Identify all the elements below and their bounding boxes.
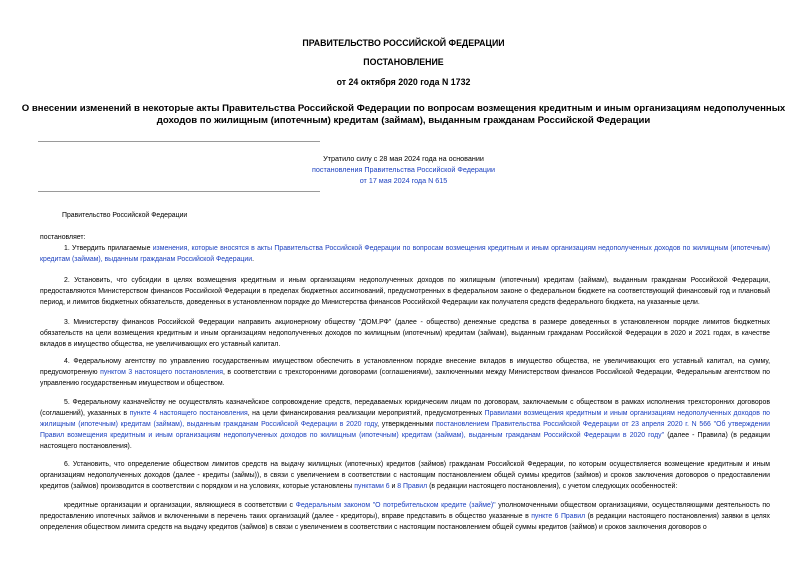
link-amendments[interactable]: изменения, которые вносятся в акты Правительства Российской Федерации по вопросам возмещения кредитным и иным организациям недополученных доходов по жилищным (ипотечным) кредитам (займам), выданным гражданам Российской Федерации <box>40 245 771 263</box>
link-points-6[interactable]: пунктами 6 <box>354 483 390 490</box>
status-note-link-date[interactable]: от 17 мая 2024 года N 615 <box>359 176 448 185</box>
document-date-number: от 24 октября 2020 года N 1732 <box>336 77 471 87</box>
link-rules[interactable]: Правилами возмещения кредитным и иным организациям недополученных доходов по жилищным (ипотечным) кредитам (займам), выданным гражданам Российской Федерации в 2020 году <box>40 410 771 428</box>
link-consumer-credit-law[interactable]: Федеральным законом "О потребительском кредите (займе)" <box>295 502 496 509</box>
issuer-line: Правительство Российской Федерации <box>62 212 188 219</box>
paragraph-5: 5. Федеральному казначейству не осуществлять казначейское сопровождение средств, передаваемых юридическим лицам по договорам, заключаемым с обществом в рамках исполнения трехсторонних договоров (соглашений), указанных в пункте 4 настоящего постановления, на цели финансирования реализации мероприятий, предусмотренных Правилами возмещения кредитным и иным организациям недополученных доходов по жилищным (ипотечным) кредитам (займам), выданным гражданам Российской Федерации в 2020 году, утвержденными постановлением Правительства Российской Федерации от 23 апреля 2020 г. N 566 "Об утверждении Правил возмещения кредитным и иным организациям недополученных доходов по жилищным (ипотечным) кредитам (займам), выданным гражданам Российской Федерации в 2020 году" (далее - Правила) (в редакции настоящего постановления). <box>40 399 771 450</box>
decides-line: постановляет: <box>40 234 86 241</box>
link-point-4[interactable]: пункте 4 настоящего постановления <box>129 410 248 417</box>
link-point-3[interactable]: пунктом 3 настоящего постановления <box>100 369 223 376</box>
paragraph-4: 4. Федеральному агентству по управлению государственным имуществом обеспечить в установленном порядке внесение вкладов в имущество общества, не увеличивающих его уставный капитал, на сумму, предусмотренную пунктом 3 настоящего постановления, в соответствии с трехсторонними договорами (соглашениями), заключенными между Министерством финансов Российской Федерации, Федеральным агентством по управлению государственным имуществом и обществом. <box>40 358 770 387</box>
link-point-8-rules[interactable]: 8 Правил <box>397 483 428 490</box>
document-title-line1: О внесении изменений в некоторые акты Правительства Российской Федерации по вопросам возмещения кредитным и иным организациям недополученных <box>21 103 786 114</box>
divider-bottom <box>38 191 320 192</box>
paragraph-1: 1. Утвердить прилагаемые изменения, которые вносятся в акты Правительства Российской Федерации по вопросам возмещения кредитным и иным организациям недополученных доходов по жилищным (ипотечным) кредитам (займам), выданным гражданам Российской Федерации. <box>40 245 771 263</box>
link-point-6-rules[interactable]: пункте 6 Правил <box>531 513 586 520</box>
status-note-line1: Утратило силу с 28 мая 2024 года на основании <box>323 154 484 163</box>
paragraph-6: 6. Установить, что определение обществом лимитов средств на выдачу жилищных (ипотечных) кредитов (займов) гражданам Российской Федерации, по которым осуществляется возмещение кредитным и иным организациям недополученных доходов (далее - кредиты (займы)), в связи с увеличением в соответствии с настоящим постановлением общей суммы кредитов (займов) и сроков заключения договоров о предоставлении кредитов (займов) производится в соответствии с порядком и на условиях, которые установлены пунктами 6 и 8 Правил (в редакции настоящего постановления), с учетом следующих особенностей: <box>40 461 770 490</box>
document-title-line2: доходов по жилищным (ипотечным) кредитам (займам), выданным гражданам Российской Федерации <box>156 115 651 126</box>
divider-top <box>38 141 320 142</box>
document-type: ПОСТАНОВЛЕНИЕ <box>363 57 444 67</box>
paragraph-3: 3. Министерству финансов Российской Федерации направить акционерному обществу "ДОМ.РФ" (далее - общество) денежные средства в размере доведенных в установленном порядке лимитов бюджетных обязательств на цели возмещения кредитным и иным организациям недополученных доходов по жилищным (ипотечным) кредитам (займам), выданным гражданам Российской Федерации в 2020 и 2021 годах, в качестве вкладов в имущество общества, не увеличивающих его уставный капитал. <box>40 319 770 348</box>
paragraph-7: кредитные организации и организации, являющиеся в соответствии с Федеральным законом "О потребительском кредите (займе)" уполномоченными обществом организациями, осуществляющими деятельность по предоставлению ипотечных займов и включенными в перечень таких организаций (далее - кредиторы), вправе представить в общество указанные в пункте 6 Правил (в редакции настоящего постановления) заявки в целях определения обществом лимита средств на выдачу кредитов (займов) в связи с увеличением в соответствии с настоящим постановлением общей суммы кредитов (займов) и сроков заключения договоров о <box>40 502 770 531</box>
status-note-link-resolution[interactable]: постановления Правительства Российской Федерации <box>311 165 496 174</box>
link-resolution-566[interactable]: постановлением Правительства Российской Федерации от 23 апреля 2020 г. N 566 "Об утверждении Правил возмещения кредитным и иным организациям недополученных доходов по жилищным (ипотечным) кредитам (займам), выданным гражданам Российской Федерации в 2020 году" <box>40 421 770 439</box>
paragraph-2: 2. Установить, что субсидии в целях возмещения кредитным и иным организациям недополученных доходов по жилищным (ипотечным) кредитам (займам), выданным гражданам Российской Федерации, предоставляются Министерством финансов Российской Федерации в пределах бюджетных ассигнований, предусмотренных в федеральном законе о федеральном бюджете на соответствующий финансовый год и плановый период, и лимитов бюджетных обязательств, доведенных в установленном порядке до Министерства финансов Российской Федерации как получателя средств федерального бюджета, на указанные цели. <box>40 277 770 306</box>
government-header: ПРАВИТЕЛЬСТВО РОССИЙСКОЙ ФЕДЕРАЦИИ <box>302 38 505 48</box>
